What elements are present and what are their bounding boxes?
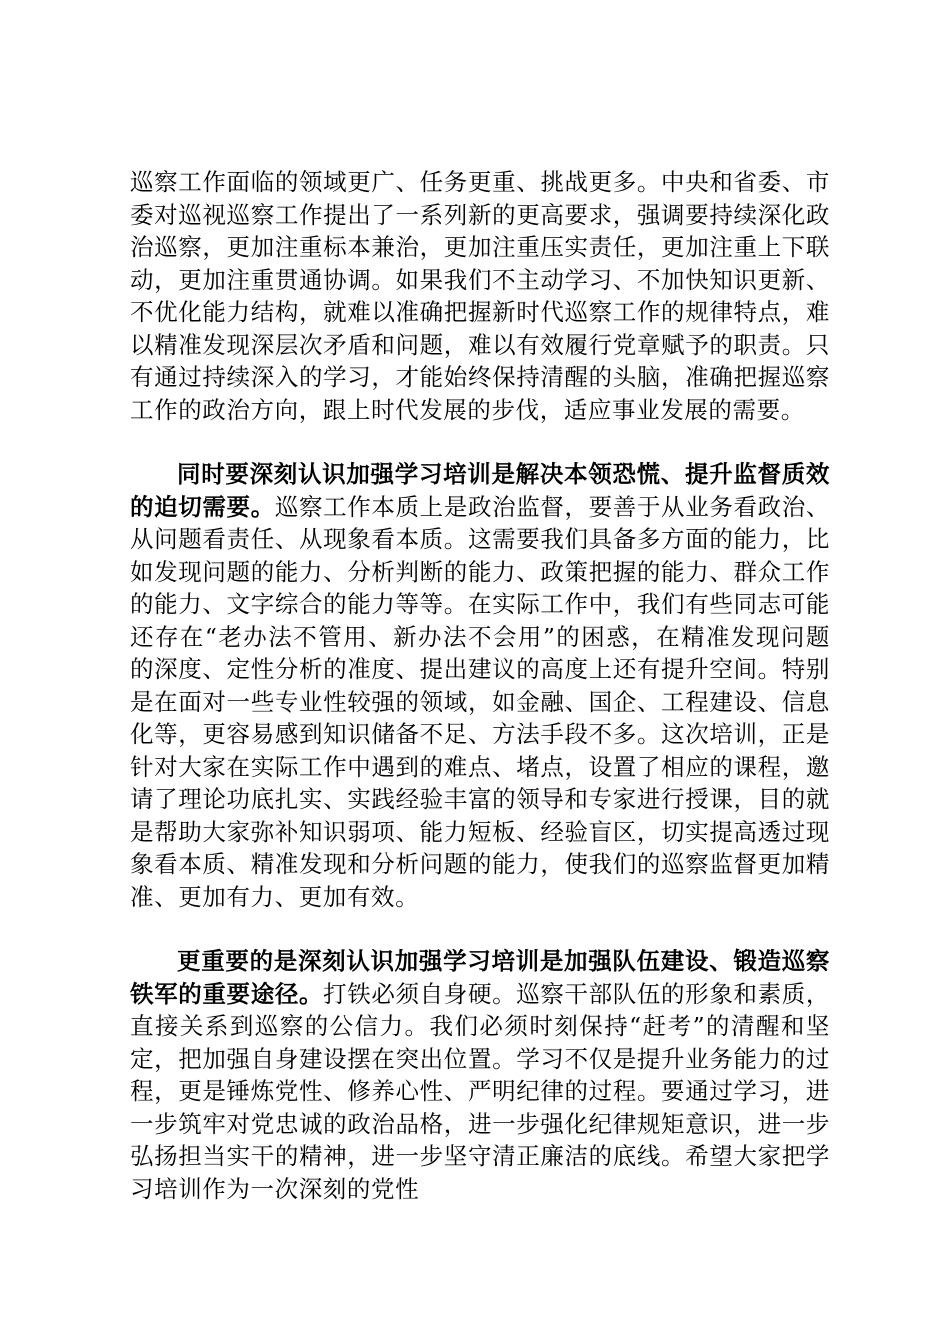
- paragraph-text: 巡察工作本质上是政治监督，要善于从业务看政治、从问题看责任、从现象看本质。这需要我们具备多方面的能力，比如发现问题的能力、分析判断的能力、政策把握的能力、群众工作的能力、文字综合的能力等等。在实际工作中，我们有些同志可能还存在“老办法不管用、新办法不会用”的困惑，在精准发现问题的深度、定性分析的准度、提出建议的高度上还有提升空间。特别是在面对一些专业性较强的领域，如金融、国企、工程建设、信息化等，更容易感到知识储备不足、方法手段不多。这次培训，正是针对大家在实际工作中遇到的难点、堵点，设置了相应的课程，邀请了理论功底扎实、实践经验丰富的领导和专家进行授课，目的就是帮助大家弥补知识弱项、能力短板、经验盲区，切实提高透过现象看本质、精准发现和分析问题的能力，使我们的巡察监督更加精准、更加有力、更加有效。: [130, 492, 830, 911]
- paragraph-continuation: [130, 166, 830, 426]
- document-body: [130, 166, 830, 1205]
- paragraph-text: 打铁必须自身硬。巡察干部队伍的形象和素质，直接关系到巡察的公信力。我们必须时刻保持“赶考”的清醒和坚定，把加强自身建设摆在突出位置。学习不仅是提升业务能力的过程，更是锤炼党性、修养心性、严明纪律的过程。要通过学习，进一步筑牢对党忠诚的政治品格，进一步强化纪律规矩意识，进一步弘扬担当实干的精神，进一步坚守清正廉洁的底线。希望大家把学习培训作为一次深刻的党性: [130, 979, 830, 1203]
- paragraph-learning-needs: [130, 458, 830, 913]
- paragraph-lead-sentence: 更重要的是深刻认识加强学习培训是加强队伍建设、锻造巡察铁军的重要途径。: [130, 947, 830, 1008]
- paragraph-lead-sentence: 同时要深刻认识加强学习培训是解决本领恐慌、提升监督质效的迫切需要。: [130, 460, 830, 521]
- paragraph-text: 巡察工作面临的领域更广、任务更重、挑战更多。中央和省委、市委对巡视巡察工作提出了一系列新的更高要求，强调要持续深化政治巡察，更加注重标本兼治，更加注重压实责任，更加注重上下联动，更加注重贯通协调。如果我们不主动学习、不加快知识更新、不优化能力结构，就难以准确把握新时代巡察工作的规律特点，难以精准发现深层次矛盾和问题，难以有效履行党章赋予的职责。只有通过持续深入的学习，才能始终保持清醒的头脑，准确把握巡察工作的政治方向，跟上时代发展的步伐，适应事业发展的需要。: [130, 168, 830, 424]
- paragraph-team-building: [130, 945, 830, 1205]
